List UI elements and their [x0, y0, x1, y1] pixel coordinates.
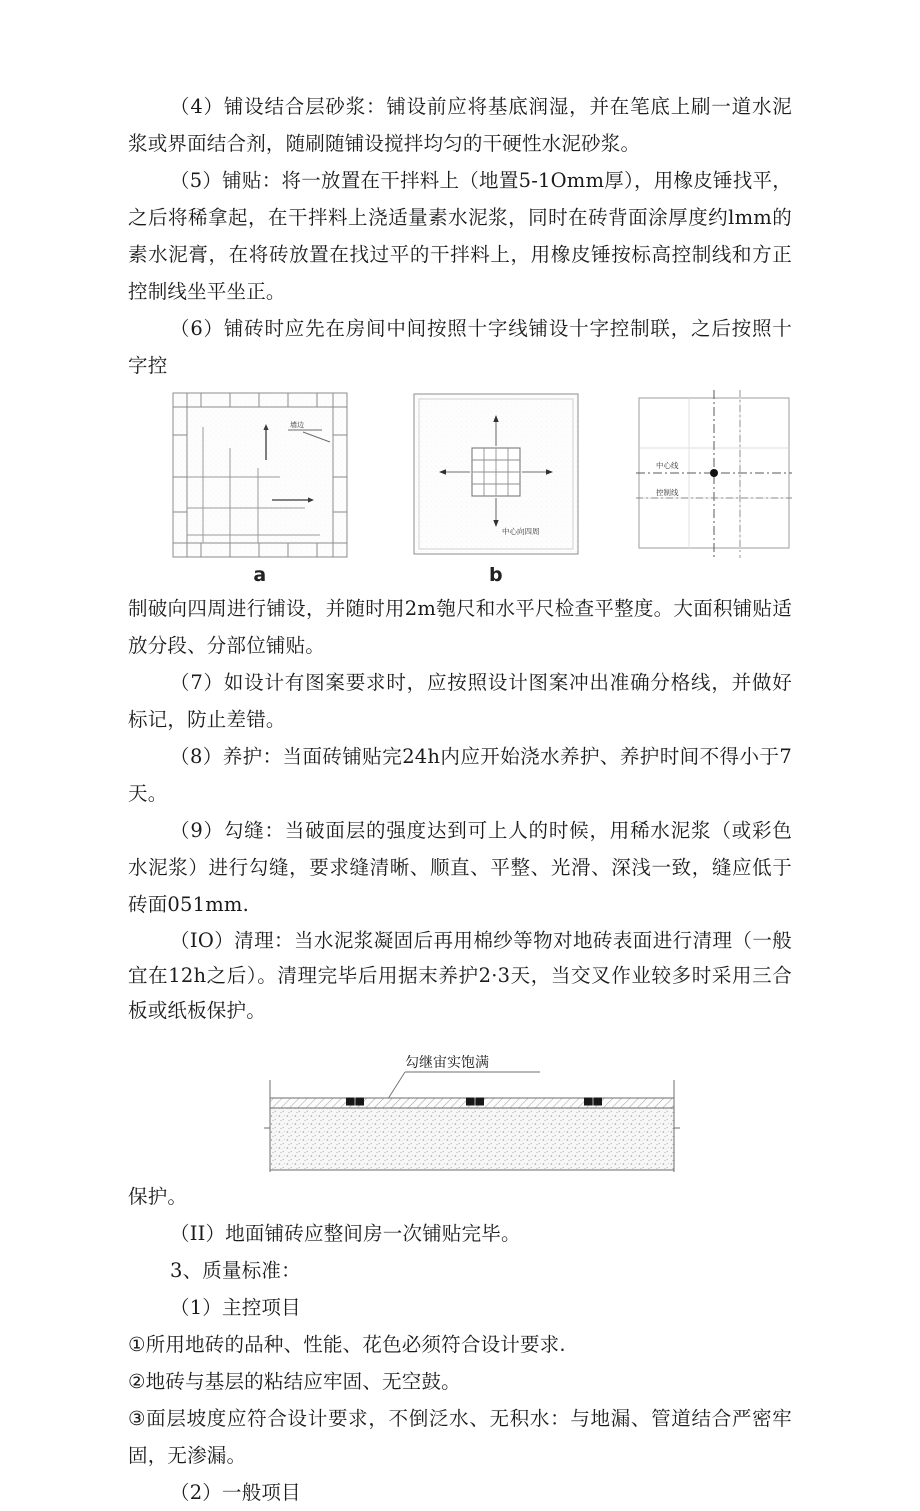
figure-a-caption: a — [253, 564, 267, 586]
paragraph-main-control-items: （1）主控项目 — [170, 1296, 301, 1319]
figure-b-drawing — [410, 390, 582, 562]
paragraph-item-3: ③面层坡度应符合设计要求，不倒泛水、无积水：与地漏、管道结合严密牢固，无渗漏。 — [128, 1407, 792, 1467]
paragraph-6-cont: 制破向四周进行铺设，并随时用2m匏尺和水平尺检查平整度。大面积铺贴适放分段、分部位铺贴。 — [128, 597, 792, 657]
figure-c-drawing — [636, 390, 792, 562]
paragraph-item-1: ①所用地砖的品种、性能、花色必须符合设计要求. — [128, 1333, 566, 1356]
figure-section-callout-label: 勾继宙实饱满 — [405, 1055, 489, 1071]
figure-c-center-line-label: 中心线 — [656, 461, 679, 470]
figure-section-wrap — [128, 1050, 792, 1180]
paragraph-general-items: （2）一般项目 — [170, 1481, 301, 1504]
paragraph-11: （II）地面铺砖应整间房一次铺贴完毕。 — [170, 1222, 521, 1245]
paragraph-10-tail: 保护。 — [128, 1185, 188, 1208]
paragraph-9: （9）勾缝：当破面层的强度达到可上人的时候，用稀水泥浆（或彩色水泥浆）进行勾缝，要求缝清晰、顺直、平整、光滑、深浅一致，缝应低于砖面051mm. — [128, 819, 792, 916]
paragraph-7: （7）如设计有图案要求时，应按照设计图案冲出准确分格线，并做好标记，防止差错。 — [128, 671, 792, 731]
paragraph-quality-standard: 3、质量标准： — [170, 1259, 301, 1282]
figure-section-drawing — [262, 1050, 682, 1178]
figure-c — [636, 390, 792, 564]
paragraph-4: （4）铺设结合层砂浆：铺设前应将基底润湿，并在笔底上刷一道水泥浆或界面结合剂，随刷随铺设搅拌均匀的干硬性水泥砂浆。 — [128, 95, 792, 155]
paragraph-10: （IO）清理：当水泥浆凝固后再用棉纱等物对地砖表面进行清理（一般宜在12h之后）。清理完毕后用据末养护2·3天，当交叉作业较多时采用三合板或纸板保护。 — [128, 929, 792, 1022]
figure-section — [262, 1050, 682, 1178]
paragraph-item-2: ②地砖与基层的粘结应牢固、无空鼓。 — [128, 1370, 461, 1393]
figure-plan-diagrams — [128, 390, 792, 590]
figure-b-annotation: 中心向四周 — [502, 527, 540, 536]
document-body — [128, 88, 792, 1511]
figure-c-control-line-label: 控制线 — [656, 488, 679, 497]
figure-a-drawing — [170, 390, 350, 562]
paragraph-8: （8）养护：当面砖铺贴完24h内应开始浇水养护、养护时间不得小于7天。 — [128, 745, 792, 805]
figure-a — [170, 390, 350, 586]
figure-b-caption: b — [488, 564, 504, 586]
figure-b — [410, 390, 582, 586]
paragraph-5: （5）铺贴：将一放置在干拌料上（地置5-1Omm厚），用橡皮锤找平，之后将稀拿起，在干拌料上浇适量素水泥浆，同时在砖背面涂厚度约lmm的素水泥膏，在将砖放置在找过平的干拌料上，用橡皮锤按标高控制线和方正控制线坐平坐正。 — [128, 169, 792, 303]
paragraph-6: （6）铺砖时应先在房间中间按照十字线铺设十字控制联，之后按照十字控 — [128, 317, 792, 377]
figure-a-annotation: 墙边 — [290, 421, 304, 429]
